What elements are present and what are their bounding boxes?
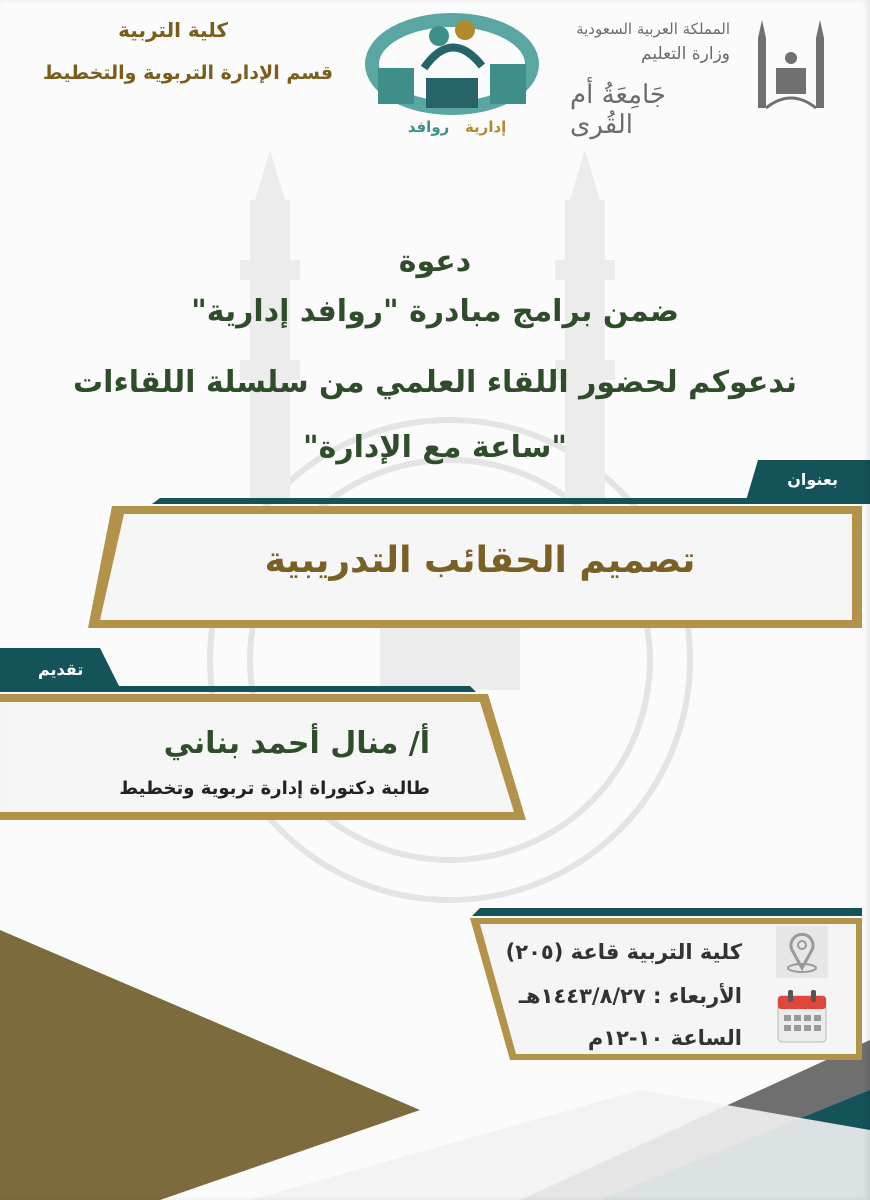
country-name: المملكة العربية السعودية [576,20,730,38]
presenter-tag: تقديم [38,660,84,679]
invitation-body-line: ندعوكم لحضور اللقاء العلمي من سلسلة اللقاءات [73,365,797,400]
rawafed-caption-word-2: إدارية [464,118,507,136]
presenter-name: أ/ منال أحمد بناني [163,726,430,761]
invitation-program-line: ضمن برامج مبادرة "روافد إدارية" [191,294,679,329]
department-name: قسم الإدارة التربوية والتخطيط [42,62,334,84]
presenter-role: طالبة دكتوراة إدارة تربوية وتخطيط [119,778,430,799]
invitation-title: دعوة [398,244,472,279]
event-title: تصميم الحقائب التدريبية [264,540,696,581]
event-time: الساعة ١٠-١٢م [587,1026,742,1050]
university-name: جَامِعَةُ أم القُرى [570,80,666,140]
event-location: كلية التربية قاعة (٢٠٥) [505,940,742,964]
college-name: كلية التربية [118,18,228,42]
title-tag: بعنوان [787,470,838,489]
rawafed-caption-word-1: روافد [407,118,450,136]
invitation-series-line: "ساعة مع الإدارة" [303,430,567,465]
ministry-name: وزارة التعليم [641,44,730,64]
event-date: الأربعاء : ١٤٤٣/٨/٢٧هـ [518,984,742,1008]
